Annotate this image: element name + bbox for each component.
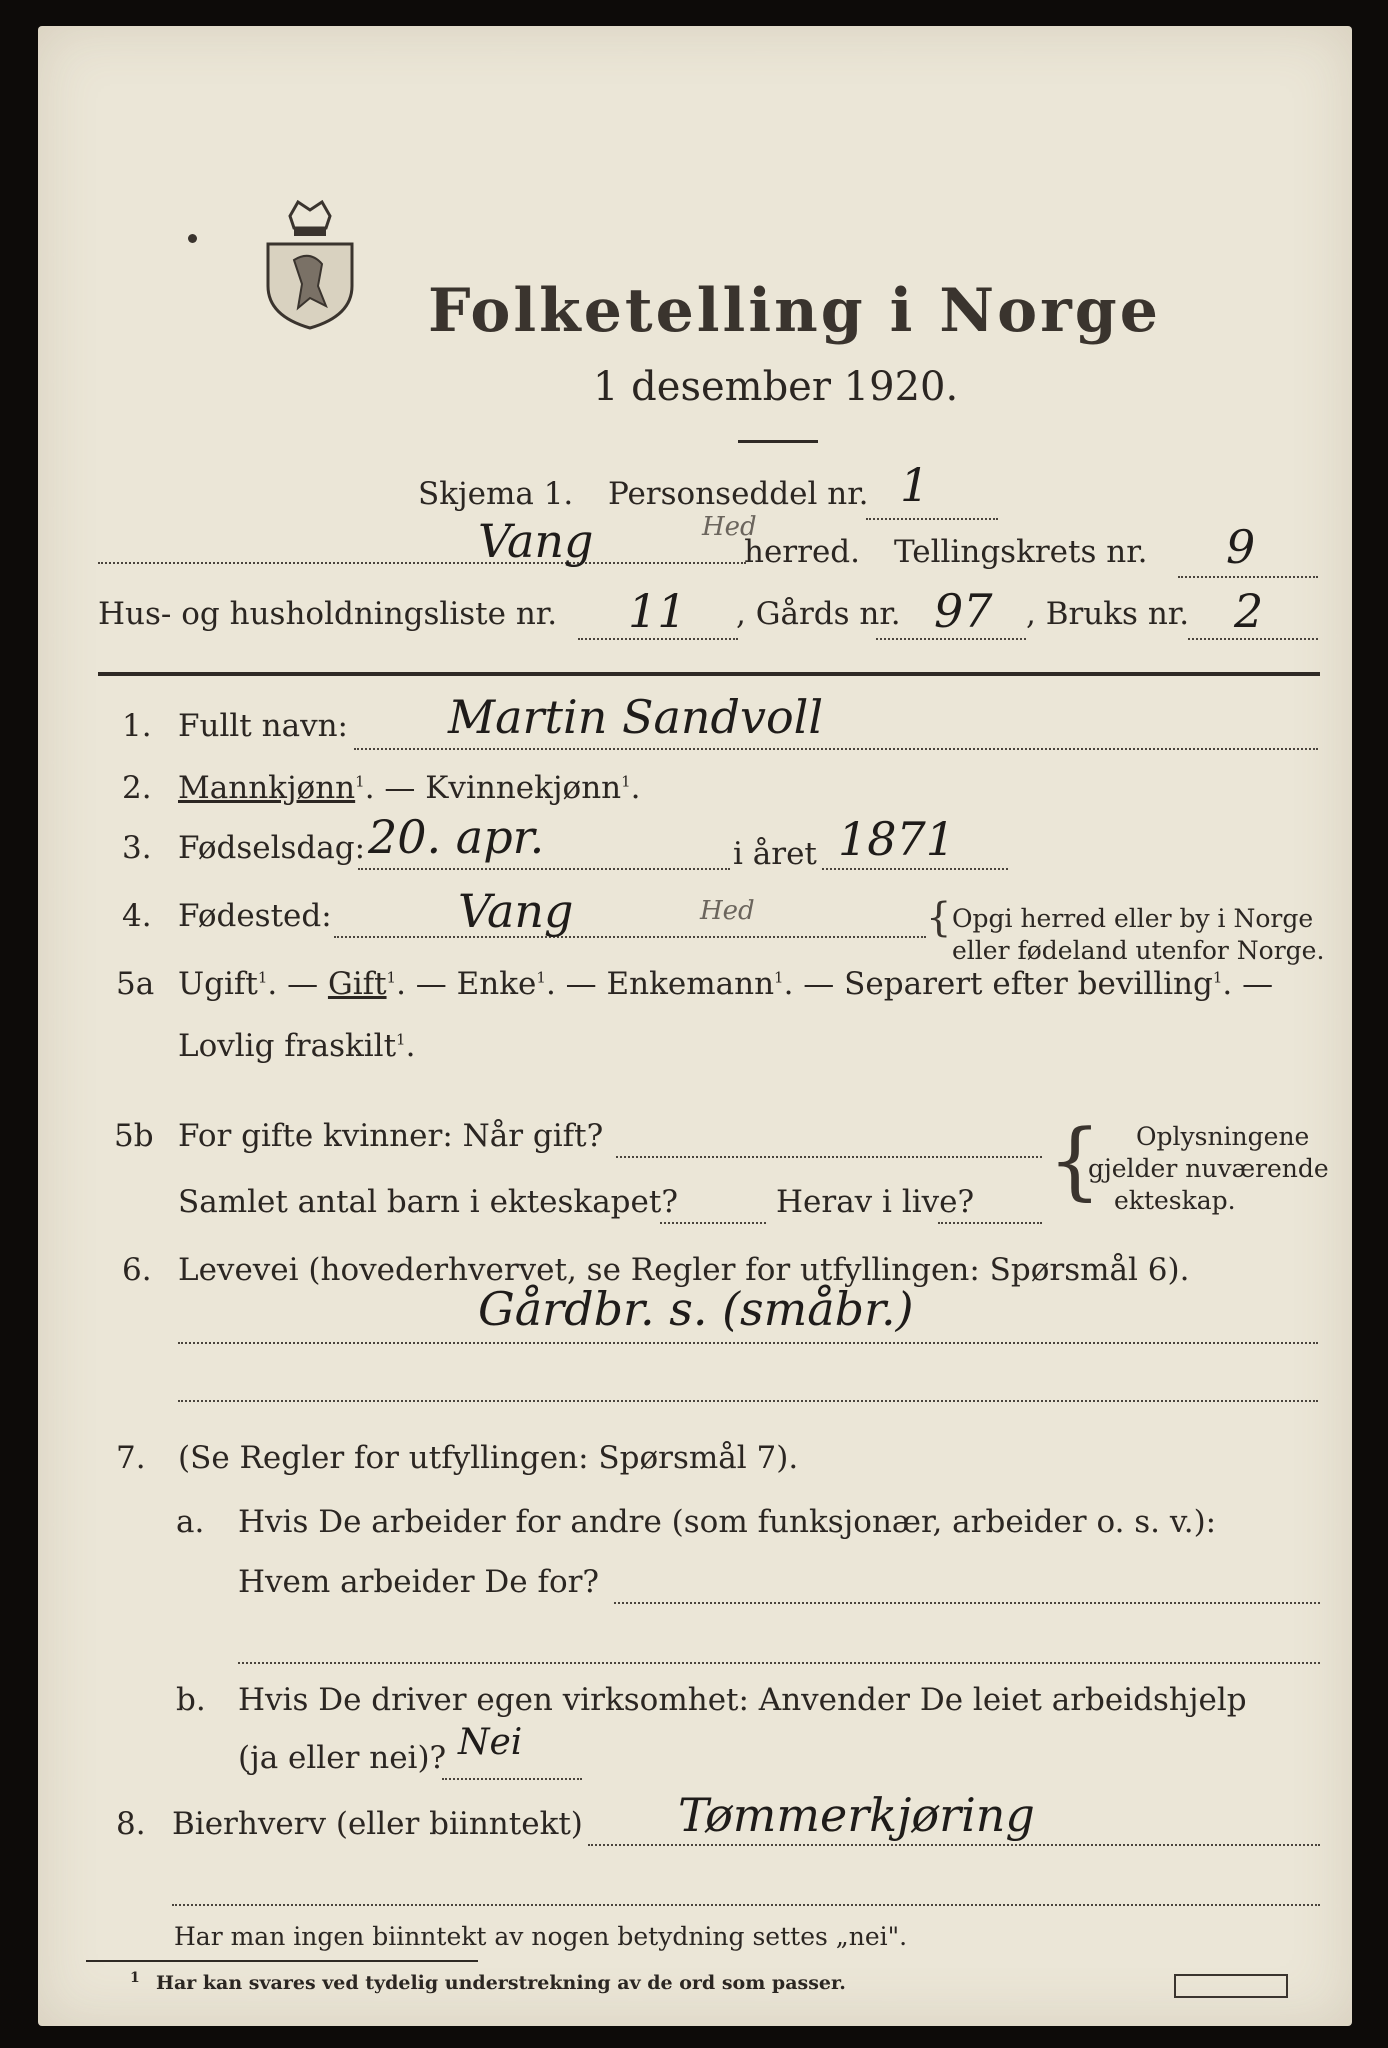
dotted-line [354, 748, 1318, 750]
year-label: i året [733, 836, 817, 872]
q5b-when-married: For gifte kvinner: Når gift? [178, 1118, 604, 1154]
bruks-label: , Bruks nr. [1026, 596, 1190, 632]
herred-label-text: herred. [744, 534, 860, 570]
herred-annotation: Hed [702, 512, 757, 542]
personseddel-label: Personseddel nr. [608, 476, 869, 512]
birthplace-value[interactable]: Vang [458, 884, 574, 938]
ugift-option[interactable]: Ugift [178, 966, 258, 1002]
printer-stamp-icon [1174, 1974, 1288, 1998]
q7b-letter: b. [176, 1682, 206, 1718]
dotted-line [442, 1778, 582, 1780]
footer-note: Har man ingen biinntekt av nogen betydning settes „nei". [174, 1922, 908, 1951]
q5b-children-label: Samlet antal barn i ekteskapet? [178, 1184, 678, 1220]
q1-label: Fullt navn: [178, 708, 348, 744]
footnote-divider [86, 1960, 478, 1962]
husliste-value[interactable]: 11 [628, 584, 687, 638]
divider [738, 440, 818, 443]
q4-label: Fødested: [178, 898, 332, 934]
side-income-value[interactable]: Tømmerkjøring [678, 1788, 1035, 1842]
q4-note-2: eller fødeland utenfor Norge. [952, 936, 1325, 965]
gards-value[interactable]: 97 [934, 584, 993, 638]
husliste-label: Hus- og husholdningsliste nr. [98, 596, 558, 632]
q3-number: 3. [122, 830, 152, 866]
q6-label: Levevei (hovederhvervet, se Regler for utfyllingen: Spørsmål 6). [178, 1252, 1190, 1288]
birth-year-value[interactable]: 1871 [838, 812, 956, 866]
q7a-question: Hvem arbeider De for? [238, 1564, 600, 1600]
dotted-line [238, 1662, 1320, 1664]
enke-option[interactable]: Enke [456, 966, 537, 1002]
dotted-line [178, 1342, 1318, 1344]
decorative-dot [188, 234, 197, 243]
separert-option[interactable]: Separert efter bevilling [844, 966, 1213, 1002]
dotted-line [178, 1400, 1318, 1402]
footnote: Har kan svares ved tydelig understrekning av de ord som passer. [156, 1972, 846, 1994]
dotted-line [172, 1904, 1320, 1906]
q7a-letter: a. [176, 1504, 205, 1540]
dotted-line [588, 1844, 1320, 1846]
coat-of-arms-icon [260, 194, 360, 332]
dotted-line [1178, 576, 1318, 578]
q6-number: 6. [122, 1252, 152, 1288]
q8-number: 8. [116, 1806, 146, 1842]
q2-sex-options: Mannkjønn$^1$. — Kvinnekjønn$^1$. [178, 770, 641, 806]
q7-number: 7. [116, 1440, 146, 1476]
kvinnekjonn-option[interactable]: Kvinnekjønn [425, 770, 622, 806]
occupation-value[interactable]: Gårdbr. s. (småbr.) [478, 1282, 914, 1336]
birthdate-value[interactable]: 20. apr. [368, 810, 545, 864]
lovlig-fraskilt-line: Lovlig fraskilt$^1$. [178, 1028, 416, 1064]
q7b-text: Hvis De driver egen virksomhet: Anvender De leiet arbeidshjelp [238, 1682, 1247, 1718]
q5a-number: 5a [116, 966, 155, 1002]
enkemann-option[interactable]: Enkemann [606, 966, 775, 1002]
birthplace-annotation: Hed [700, 896, 755, 926]
personseddel-value[interactable]: 1 [900, 458, 930, 512]
dotted-line [578, 638, 738, 640]
q7-label: (Se Regler for utfyllingen: Spørsmål 7). [178, 1440, 799, 1476]
employer-input-line[interactable] [614, 1602, 1320, 1604]
q4-note-1: Opgi herred eller by i Norge [952, 904, 1314, 933]
census-date: 1 desember 1920. [593, 364, 959, 410]
dotted-line [98, 562, 746, 564]
gift-option[interactable]: Gift [327, 966, 387, 1002]
dotted-line [938, 1222, 1042, 1224]
q4-number: 4. [122, 898, 152, 934]
herred-value[interactable]: Vang [478, 514, 594, 568]
dotted-line [358, 868, 730, 870]
q5b-number: 5b [114, 1118, 154, 1154]
dotted-line [334, 936, 926, 938]
dotted-line [866, 518, 998, 520]
tellingskrets-label: Tellingskrets nr. [894, 534, 1148, 570]
mannkjonn-option[interactable]: Mannkjønn [178, 770, 356, 806]
q5b-alive-label: Herav i live? [776, 1184, 975, 1220]
q3-label: Fødselsdag: [178, 830, 366, 866]
dotted-line [660, 1222, 766, 1224]
lovlig-fraskilt-option[interactable]: Lovlig fraskilt [178, 1028, 397, 1064]
page-title: Folketelling i Norge [428, 276, 1161, 346]
section-divider [98, 672, 1320, 676]
full-name-value[interactable]: Martin Sandvoll [448, 690, 824, 744]
dotted-line [616, 1156, 1042, 1158]
dotted-line [822, 868, 1008, 870]
q8-label: Bierhverv (eller biinntekt) [172, 1806, 583, 1842]
census-form [38, 26, 1352, 2026]
q1-number: 1. [122, 708, 152, 744]
q7b-question: (ja eller nei)? [238, 1740, 447, 1776]
dotted-line [876, 638, 1026, 640]
footnote-mark: 1 [130, 1970, 140, 1986]
q2-number: 2. [122, 770, 152, 806]
bruks-value[interactable]: 2 [1234, 584, 1264, 638]
marital-status-options: Ugift$^1$. — Gift$^1$. — Enke$^1$. — Enkemann$^1$. — Separert efter bevilling$^1$. — [178, 966, 1274, 1002]
q5b-note-3: ekteskap. [1114, 1186, 1236, 1215]
q7a-text: Hvis De arbeider for andre (som funksjonær, arbeider o. s. v.): [238, 1504, 1217, 1540]
gards-label: , Gårds nr. [736, 596, 901, 632]
brace: { [1048, 1111, 1102, 1209]
brace: { [926, 895, 952, 941]
tellingskrets-value[interactable]: 9 [1226, 520, 1256, 574]
q5b-note-1: Oplysningene [1136, 1122, 1310, 1151]
q5b-note-2: gjelder nuværende [1088, 1154, 1329, 1183]
hired-help-value[interactable]: Nei [458, 1722, 523, 1763]
dotted-line [1188, 638, 1318, 640]
skjema-label: Skjema 1. [418, 476, 574, 512]
